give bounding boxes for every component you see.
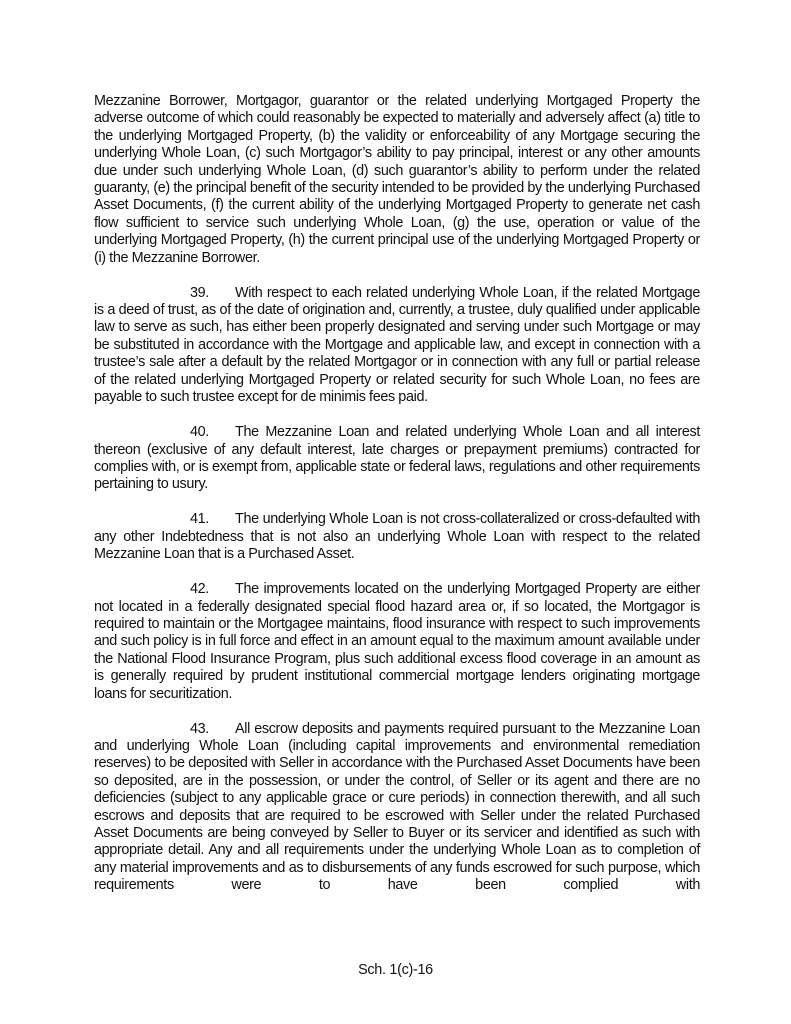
paragraph-text: The underlying Whole Loan is not cross-collateralized or cross-defaulted with any other Indebtedness that is not also an underlying Whole Loan with respect to the related Mezzanine Loan that is a Purchased Asset.	[94, 511, 700, 563]
paragraph-43	[94, 721, 700, 895]
document-page	[94, 93, 700, 912]
paragraph-continued	[94, 93, 700, 267]
paragraph-number: 43.	[190, 720, 209, 737]
paragraph-39	[94, 285, 700, 407]
paragraph-text: The improvements located on the underlying Mortgaged Property are either not located in a federally designated special flood hazard area or, if so located, the Mortgagor is required to maintain or the Mortgagee maintains, flood insurance with respect to such improvements and such policy is in full force and effect in an amount equal to the maximum amount available under the National Flood Insurance Program, plus such additional excess flood coverage in an amount as is generally required by prudent institutional commercial mortgage lenders originating mortgage loans for securitization.	[94, 581, 700, 702]
paragraph-text: The Mezzanine Loan and related underlying Whole Loan and all interest thereon (exclusive of any default interest, late charges or prepayment premiums) contracted for complies with, or is exempt from, applicable state or federal laws, regulations and other requirements pertaining to usury.	[94, 424, 700, 493]
paragraph-41	[94, 511, 700, 563]
paragraph-text: Mezzanine Borrower, Mortgagor, guarantor or the related underlying Mortgaged Property the adverse outcome of which could reasonably be expected to materially and adversely affect (a) title to the underlying Mortgaged Property, (b) the validity or enforceability of any Mortgage securing the underlying Whole Loan, (c) such Mortgagor’s ability to pay principal, interest or any other amounts due under such underlying Whole Loan, (d) such guarantor’s ability to perform under the related guaranty, (e) the principal benefit of the security intended to be provided by the underlying Purchased Asset Documents, (f) the current ability of the underlying Mortgaged Property to generate net cash flow sufficient to service such underlying Whole Loan, (g) the use, operation or value of the underlying Mortgaged Property, (h) the current principal use of the underlying Mortgaged Property or (i) the Mezzanine Borrower.	[94, 93, 700, 266]
paragraph-number: 42.	[190, 581, 209, 598]
paragraph-42	[94, 581, 700, 703]
paragraph-number: 39.	[190, 284, 209, 301]
paragraph-text: All escrow deposits and payments required pursuant to the Mezzanine Loan and underlying Whole Loan (including capital improvements and environmental remediation reserves) to be deposited with Seller in accordance with the Purchased Asset Documents have been so deposited, are in the possession, or under the control, of Seller or its agent and there are no deficiencies (subject to any applicable grace or cure periods) in connection therewith, and all such escrows and deposits that are required to be escrowed with Seller under the related Purchased Asset Documents are being conveyed by Seller to Buyer or its servicer and identified as such with appropriate detail. Any and all requirements under the underlying Whole Loan as to completion of any material improvements and as to disbursements of any funds escrowed for such purpose, which requirements were to have been complied with	[94, 720, 700, 894]
paragraph-number: 41.	[190, 511, 209, 528]
paragraph-40	[94, 424, 700, 494]
paragraph-text: With respect to each related underlying Whole Loan, if the related Mortgage is a deed of trust, as of the date of origination and, currently, a trustee, duly qualified under applicable law to serve as such, has either been properly designated and serving under such Mortgage or may be substituted in accordance with the Mortgage and applicable law, and except in connection with a trustee’s sale after a default by the related Mortgagor or in connection with any full or partial release of the related underlying Mortgaged Property or related security for such Whole Loan, no fees are payable to such trustee except for de minimis fees paid.	[94, 284, 700, 406]
page-footer: Sch. 1(c)-16	[358, 962, 433, 978]
paragraph-number: 40.	[190, 424, 209, 441]
